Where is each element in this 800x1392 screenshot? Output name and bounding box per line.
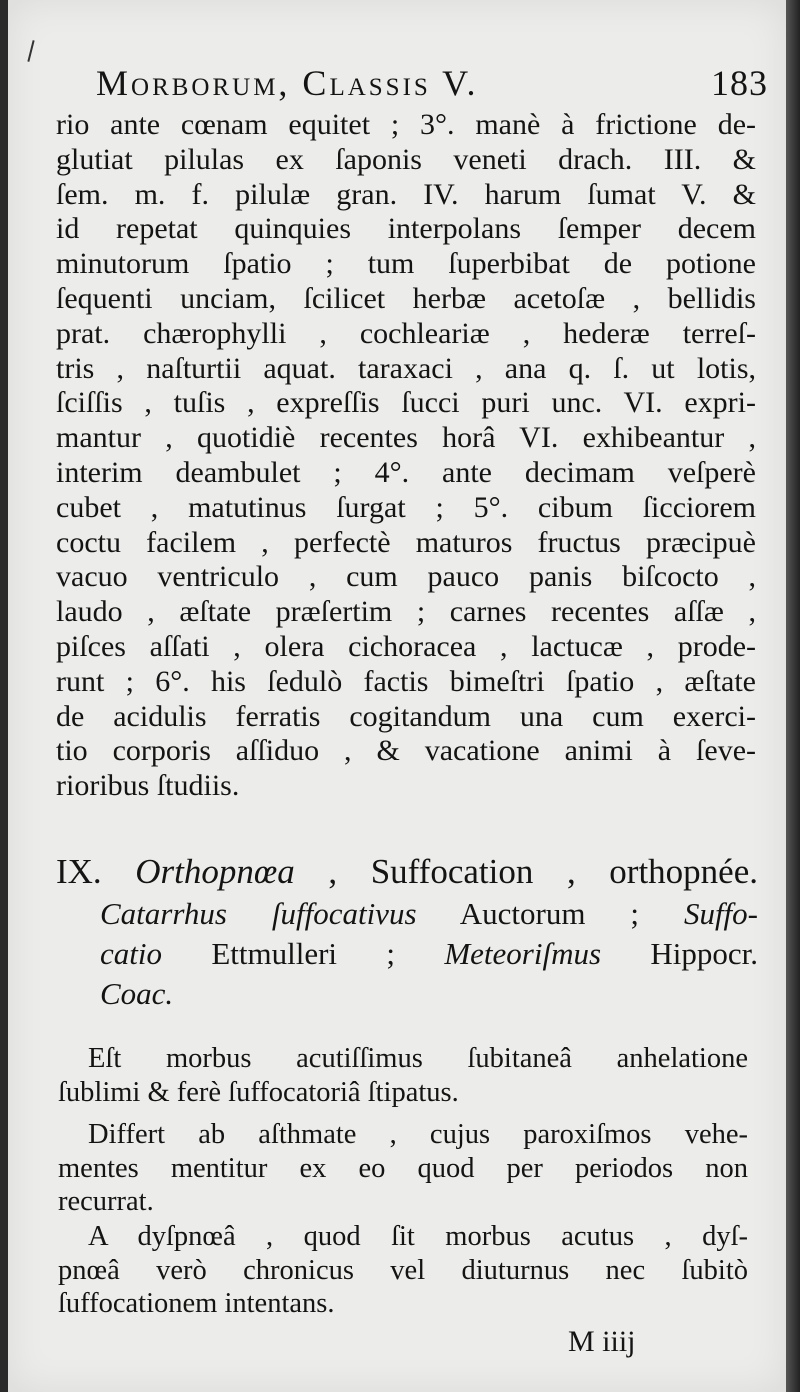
text-line: piſces aſſati , olera cichoracea , lactucæ , prode-: [56, 629, 756, 663]
synonym-text: Ettmulleri ;: [211, 936, 395, 971]
text-line: id repetat quinquies interpolans ſemper decem: [56, 212, 756, 246]
synonym-text: Hippocr.: [650, 936, 759, 971]
synonym-text: catio: [100, 936, 162, 971]
synonym-text: Coac.: [100, 976, 174, 1011]
text-line: coctu facilem , perfectè maturos fructus præcipuè: [56, 525, 756, 559]
text-line: vacuo ventriculo , cum pauco panis biſcocto ,: [56, 560, 756, 594]
text-line: minutorum ſpatio ; tum ſuperbibat de potione: [56, 247, 756, 281]
text-line: tris , naſturtii aquat. taraxaci , ana q. ſ. ut lotis,: [56, 351, 756, 385]
paragraph: [58, 1220, 748, 1321]
text-line: ſuffocationem intentans.: [58, 1288, 335, 1319]
signature-mark: M iiij: [568, 1325, 636, 1358]
text-line: de acidulis ferratis cogitandum una cum exerci-: [56, 699, 756, 733]
text-line: prat. chærophylli , cochleariæ , hederæ terreſ-: [56, 316, 756, 350]
text-line: recurrat.: [58, 1186, 154, 1217]
text-line: ſublimi & ferè ſuffocatoriâ ſtipatus.: [58, 1076, 459, 1108]
paragraph: [58, 1042, 748, 1109]
text-line: glutiat pilulas ex ſaponis veneti drach. III. &: [56, 142, 756, 176]
section-heading: [56, 850, 758, 1014]
synonym-text: Catarrhus ſuffocativus: [100, 896, 417, 931]
section-title-latin: Orthopnœa: [135, 852, 295, 891]
running-header: [96, 62, 768, 106]
synonym-text: Auctorum ;: [459, 896, 639, 931]
text-line: rioribus ſtudiis.: [56, 769, 240, 803]
running-title: Morborum, Classis V.: [96, 63, 479, 103]
page-edge-shadow: [786, 0, 800, 1392]
synonym-line: [56, 974, 758, 1014]
text-line: Eſt morbus acutiſſimus ſubitaneâ anhelatione: [88, 1043, 748, 1074]
text-line: ſem. m. f. pilulæ gran. IV. harum ſumat V. &: [56, 177, 756, 211]
section-title-rest: , Suffocation , orthopnée.: [328, 852, 758, 891]
section-numeral: IX.: [56, 852, 102, 891]
continued-text-block: [56, 108, 756, 804]
synonym-text: Suffo-: [683, 896, 758, 931]
page-number: 183: [711, 63, 768, 103]
text-line: pnœâ verò chronicus vel diuturnus nec ſubitò: [58, 1254, 748, 1286]
text-line: ſciſſis , tuſis , expreſſis ſucci puri unc. VI. expri-: [56, 386, 756, 420]
section-title: [56, 850, 758, 894]
text-line: mentes mentitur ex eo quod per periodos non: [58, 1152, 748, 1184]
text-line: interim deambulet ; 4°. ante decimam veſperè: [56, 455, 756, 489]
text-line: tio corporis aſſiduo , & vacatione animi à ſeve-: [56, 734, 756, 768]
synonym-text: Meteoriſmus: [444, 936, 602, 971]
text-line: cubet , matutinus ſurgat ; 5°. cibum ſicciorem: [56, 490, 756, 524]
text-line: mantur , quotidiè recentes horâ VI. exhibeantur ,: [56, 421, 756, 455]
synonym-line: [56, 934, 758, 974]
synonym-line: [56, 894, 758, 934]
text-line: Differt ab aſthmate , cujus paroxiſmos vehe-: [88, 1119, 748, 1150]
text-line: ſequenti unciam, ſcilicet herbæ acetoſæ , bellidis: [56, 281, 756, 315]
text-line: laudo , æſtate præſertim ; carnes recentes aſſæ ,: [56, 595, 756, 629]
text-line: A dyſpnœâ , quod ſit morbus acutus , dyſ-: [88, 1221, 748, 1252]
text-line: rio ante cœnam equitet ; 3°. manè à frictione de-: [56, 108, 756, 141]
text-line: runt ; 6°. his ſedulò factis bimeſtri ſpatio , æſtate: [56, 664, 756, 698]
paragraph: [58, 1118, 748, 1219]
